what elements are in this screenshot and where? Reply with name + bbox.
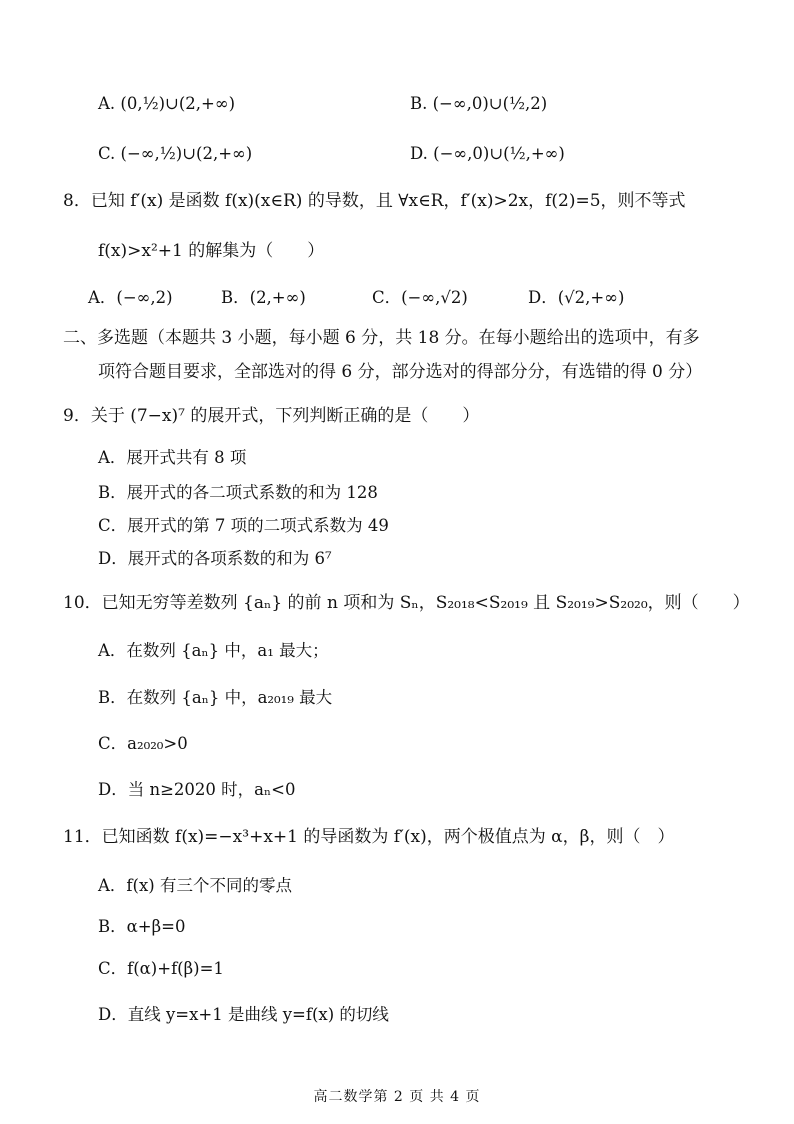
section2-heading-line1: 二、多选题（本题共 3 小题，每小题 6 分，共 18 分。在每小题给出的选项中，有多: [63, 328, 700, 348]
q11-stem: 11．已知函数 f(x)=−x³+x+1 的导函数为 f′(x)，两个极值点为 α，β，则（ ）: [63, 827, 675, 847]
q10-option-a: A．在数列 {aₙ} 中，a₁ 最大；: [98, 641, 329, 660]
q8-option-a: A．(−∞,2): [88, 288, 173, 307]
q11-option-c: C．f(α)+f(β)=1: [98, 959, 224, 978]
page-footer: 高二数学第 2 页 共 4 页: [313, 1089, 481, 1105]
q8-stem-line2: f(x)>x²+1 的解集为（ ）: [98, 241, 325, 261]
q8-option-d: D．(√2,+∞): [528, 288, 625, 307]
q7-option-a: A. (0,½)∪(2,+∞): [98, 94, 236, 113]
q9-option-b: B．展开式的各二项式系数的和为 128: [98, 483, 378, 502]
q9-option-a: A．展开式共有 8 项: [98, 448, 247, 467]
q7-option-c: C. (−∞,½)∪(2,+∞): [98, 144, 253, 163]
q8-option-c: C．(−∞,√2): [372, 288, 468, 307]
q9-option-d: D．展开式的各项系数的和为 6⁷: [98, 549, 332, 568]
q10-option-c: C．a₂₀₂₀>0: [98, 734, 188, 753]
section2-heading-line2: 项符合题目要求，全部选对的得 6 分，部分选对的得部分分，有选错的得 0 分）: [98, 362, 703, 382]
q11-option-b: B．α+β=0: [98, 917, 186, 936]
q11-option-a: A．f(x) 有三个不同的零点: [98, 876, 292, 895]
q9-option-c: C．展开式的第 7 项的二项式系数为 49: [98, 516, 389, 535]
q7-option-b: B. (−∞,0)∪(½,2): [410, 94, 548, 113]
q11-option-d: D．直线 y=x+1 是曲线 y=f(x) 的切线: [98, 1005, 389, 1024]
q7-option-d: D. (−∞,0)∪(½,+∞): [410, 144, 565, 163]
q8-option-b: B．(2,+∞): [221, 288, 306, 307]
q10-option-d: D．当 n≥2020 时，aₙ<0: [98, 780, 296, 799]
q10-option-b: B．在数列 {aₙ} 中，a₂₀₁₉ 最大: [98, 688, 333, 707]
q10-stem: 10．已知无穷等差数列 {aₙ} 的前 n 项和为 Sₙ，S₂₀₁₈<S₂₀₁₉ 且 S₂₀₁₉>S₂₀₂₀，则（ ）: [63, 593, 750, 613]
q8-stem-line1: 8．已知 f′(x) 是函数 f(x)(x∈R) 的导数，且 ∀x∈R，f′(x)>2x，f(2)=5，则不等式: [63, 191, 686, 211]
q9-stem: 9．关于 (7−x)⁷ 的展开式，下列判断正确的是（ ）: [63, 406, 480, 426]
